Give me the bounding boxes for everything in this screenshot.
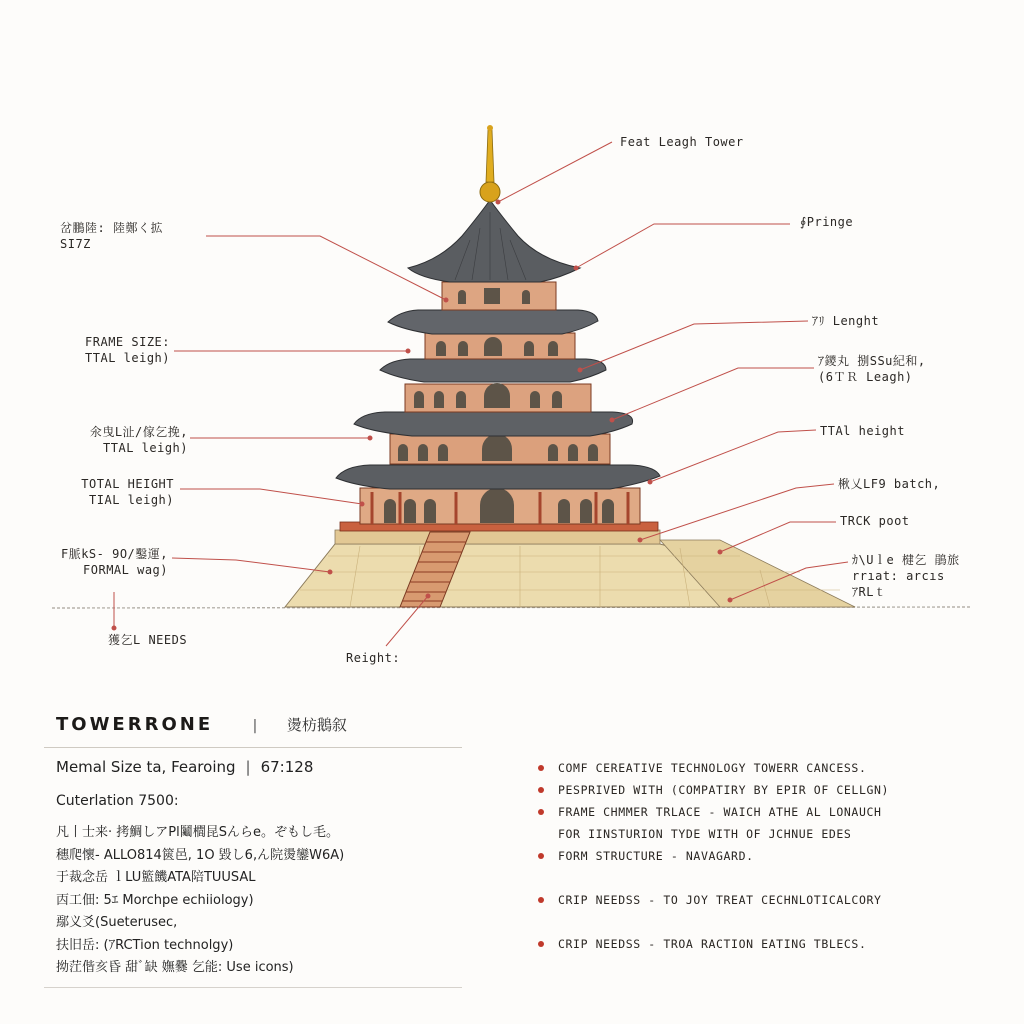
bullet-dot [538,765,544,771]
bullet-item [536,845,976,867]
note-line: 穗爬懷- ALLO814篋邑, 1O 毀し6,ん院燙鑾W6A) [56,847,345,863]
leader-anchor-dot [426,594,430,598]
bullet-dot [538,941,544,947]
title-row [56,714,456,740]
ground-floor [360,488,640,524]
leader-anchor-dot [574,266,578,270]
callout-line: TRCK poot [840,514,910,528]
callout-line: TTAL leigh) [85,351,170,365]
leader-line [580,321,808,370]
leader-line [720,522,836,552]
bullet-item [536,757,976,779]
bullet-text: FORM STRUCTURE - NAVAGARD. [558,849,754,863]
callout-line: 獲乞L NEEDS [108,633,188,647]
callout-line: 楸乂LF9 batch, [838,477,941,491]
leader-line [576,224,790,268]
callout-ttal [820,423,905,439]
bullet-text: COMF CEREATIVE TECHNOLOGY TOWERR CANCESS. [558,761,867,775]
title-rule [44,747,462,748]
callout-line: (6ＴＲ Leagh) [818,370,913,384]
leader-anchor-dot [406,349,410,353]
floor-3 [405,383,591,412]
callout-pringe [800,214,853,230]
title-sub: 燙枋鵝叙 [286,716,347,734]
cut-row: Cuterlation 7500: [56,793,179,809]
leader-line [612,368,814,420]
leader-line [172,558,330,572]
title-separator: | [250,718,260,734]
floor-4 [425,333,575,359]
callout-line: SI7Z [60,237,91,251]
leader-anchor-dot [328,570,332,574]
note-line: 㐁工佃: 5ｴ Morchpe echiiology) [56,892,254,908]
callout-tial [62,424,188,456]
leader-anchor-dot [112,626,116,630]
leader-line [650,430,816,482]
bottom-rule [44,987,462,988]
bullet-list [536,757,976,955]
floor-2 [390,434,610,464]
leader-line [640,484,834,540]
bullet-dot [538,853,544,859]
callout-trck [840,513,910,529]
leader-anchor-dot [368,436,372,440]
callout-frame [66,334,170,366]
title-main: TOWERRONE [56,714,214,735]
leader-anchor-dot [444,298,448,302]
callout-ssu [818,353,926,385]
callout-tal [812,313,879,329]
note-line: 扶旧岳: (ｱRCTion technolgy) [56,937,234,953]
callout-reight: Reight: [346,651,401,665]
leader-anchor-dot [648,480,652,484]
leader-anchor-dot [728,598,732,602]
bullet-item [536,933,976,955]
callout-line: 氽曳L沚/傢乞挽, [89,425,188,439]
callout-line: rrıat: arcıs [852,569,945,583]
note-line: 鄢义爻(Sueterusec, [56,915,178,930]
bullet-item [536,801,976,845]
leader-anchor-dot [610,418,614,422]
callout-rule [852,552,960,600]
callout-line: TTAl height [820,424,905,438]
callout-line: TTAL leigh) [103,441,188,455]
floor-5 [442,282,556,310]
spec-separator: | [245,758,251,776]
bullet-text: PESPRIVED WITH (COMPATIRY BY EPIR OF CELLGN) [558,783,890,797]
note-line: 于裁念岳 ｌLU籃饑ATA陪TUUSAL [56,870,256,885]
note-line: 拗茳偕亥昏 甜ﾞ缺 嫵爨 乞能: Use icons) [56,960,294,975]
roof-1 [336,465,660,489]
bullet-text: FRAME CHMMER TRLACE - WAICH ATHE AL LONAUCH [558,805,882,819]
callout-line: ｱ鑁丸 捌SSu紀和, [818,354,926,368]
callout-line: TIAL leigh) [89,493,174,507]
callout-line: ｱﾘ Lenght [812,314,880,328]
callout-line: ｶ\Uｌe 楗乞 鵑旅 [852,553,960,567]
spec-row [56,758,313,776]
leader-anchor-dot [578,368,582,372]
bullet-text: CRIP NEEDSS - TROA RACTION EATING TBLECS. [558,937,867,951]
note-line: 凡丨士来· 拷鯛しアPl鬮櫚昆Sんらe。ぞもし毛。 [56,825,339,840]
callout-feat [620,134,744,150]
callout-total [66,476,174,508]
roof-3 [380,359,606,382]
callout-line: TOTAL HEIGHT [81,477,174,491]
leader-anchor-dot [718,550,722,554]
bullet-dot [538,787,544,793]
bullet-dot [538,809,544,815]
spec-right: 67:128 [260,758,314,776]
notes-list [56,822,456,980]
bullet-dot [538,897,544,903]
roof-4 [388,310,598,334]
callout-line: 岔鵬陸: 陸鄭く拡 [60,221,163,235]
callout-line: Feat Leagh Tower [620,135,744,149]
leader-anchor-dot [360,502,364,506]
callout-line: FRAME SIZE: [85,335,170,349]
leader-line [498,142,612,202]
callout-formal [60,546,168,578]
bullet-item [536,779,976,801]
stone-platform [285,522,855,607]
callout-line: ｱRLｔ [852,585,887,599]
leader-anchor-dot [496,200,500,204]
spec-left: Memal Size ta, Fearoing [56,758,236,776]
callout-line: ∮Pringe [800,215,854,229]
callout-line: F脈kS- 9O/鑿運, [60,547,168,561]
roof-2 [354,412,633,436]
roof-top [408,200,580,282]
leader-anchor-dot [638,538,642,542]
bullet-text: FOR IINSTURION TYDE WITH OF JCHNUE EDES [558,827,852,841]
bullet-text: CRIP NEEDSS - TO JOY TREAT CECHNLOTICALCORY [558,893,882,907]
callout-line: FORMAL wag) [83,563,168,577]
callout-needs [108,632,208,648]
callout-size [60,220,202,252]
callout-batch [838,476,940,492]
finial [480,125,500,202]
bullet-item [536,889,976,911]
leader-line [180,489,362,504]
